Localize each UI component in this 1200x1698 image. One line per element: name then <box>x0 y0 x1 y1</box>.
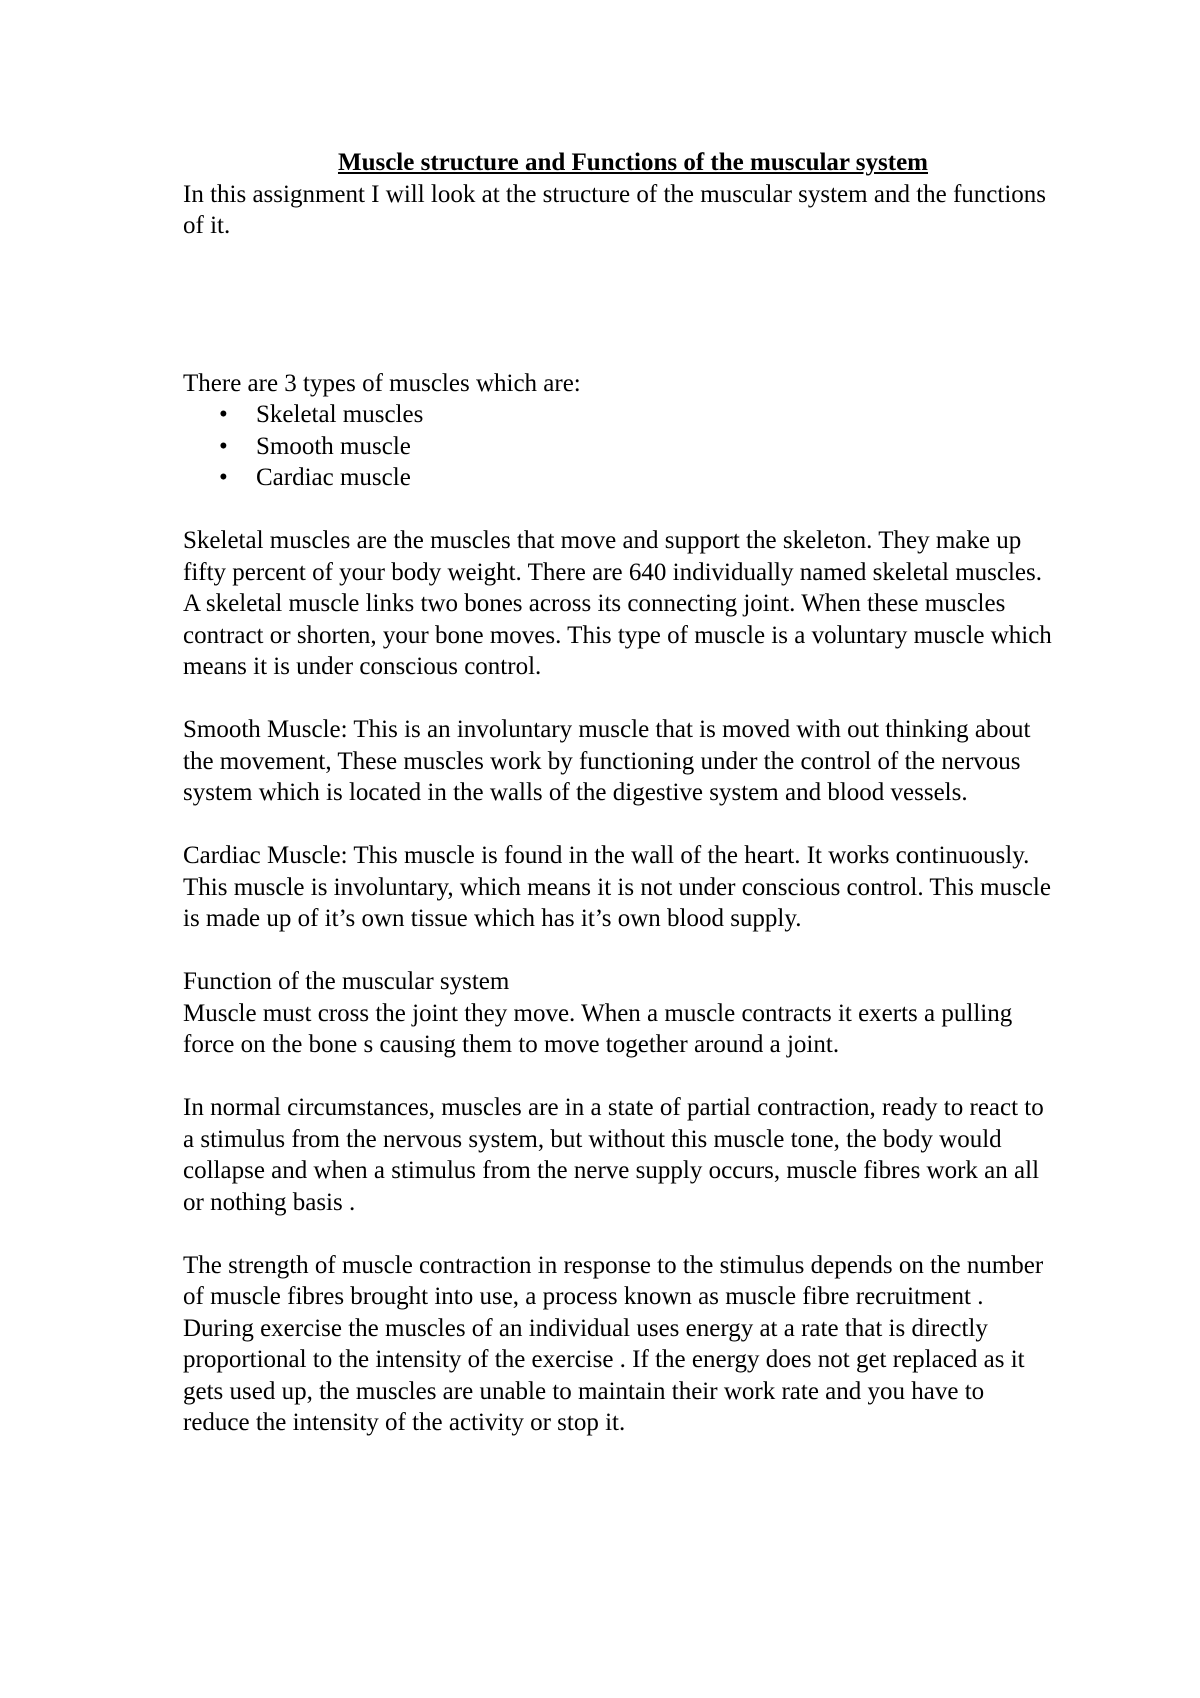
bullet-icon: • <box>219 464 228 491</box>
function-paragraph: Muscle must cross the joint they move. When a muscle contracts it exerts a pulling force on the bone s causing them to move together around a joint. <box>183 999 1013 1058</box>
list-item-label: Cardiac muscle <box>256 464 411 491</box>
spacer <box>183 1061 1053 1093</box>
document-title: Muscle structure and Functions of the muscular system <box>337 149 929 176</box>
spacer <box>183 242 1053 368</box>
strength-paragraph: The strength of muscle contraction in response to the stimulus depends on the number of muscle fibres brought into use, a process known as muscle fibre recruitment . During exercise the muscles of an individual uses energy at a rate that is directly proportional to the intensity of the exercise . If the energy does not get replaced as it gets used up, the muscles are unable to maintain their work rate and you have to reduce the intensity of the activity or stop it. <box>183 1251 1044 1436</box>
list-item-label: Skeletal muscles <box>256 401 424 428</box>
list-item <box>183 399 1053 431</box>
spacer <box>183 1218 1053 1250</box>
smooth-paragraph: Smooth Muscle: This is an involuntary muscle that is moved with out thinking about the movement, These muscles work by functioning under the control of the nervous system which is located in the walls of the digestive system and blood vessels. <box>183 716 1031 806</box>
spacer <box>183 494 1053 526</box>
types-intro: There are 3 types of muscles which are: <box>183 369 581 397</box>
document-body <box>183 147 1053 1439</box>
list-item <box>183 431 1053 463</box>
spacer <box>183 809 1053 841</box>
skeletal-paragraph: Skeletal muscles are the muscles that move and support the skeleton. They make up fifty percent of your body weight. There are 640 individually named skeletal muscles. A skeletal muscle links two bones across its connecting joint. When these muscles contract or shorten, your bone moves. This type of muscle is a voluntary muscle which means it is under conscious control. <box>183 527 1052 680</box>
normal-circumstances-paragraph: In normal circumstances, muscles are in a state of partial contraction, ready to react to a stimulus from the nervous system, but without this muscle tone, the body would collapse and when a stimulus from the nerve supply occurs, muscle fibres work an all or nothing basis . <box>183 1094 1044 1216</box>
intro-paragraph: In this assignment I will look at the structure of the muscular system and the functions of it. <box>183 180 1047 239</box>
bullet-icon: • <box>219 401 228 428</box>
cardiac-paragraph: Cardiac Muscle: This muscle is found in the wall of the heart. It works continuously. This muscle is involuntary, which means it is not under conscious control. This muscle is made up of it’s own tissue which has it’s own blood supply. <box>183 842 1051 932</box>
bullet-icon: • <box>219 432 228 460</box>
spacer <box>183 935 1053 967</box>
list-item <box>183 462 1053 494</box>
muscle-types-list <box>183 399 1053 494</box>
list-item-label: Smooth muscle <box>256 432 411 460</box>
spacer <box>183 683 1053 715</box>
function-heading: Function of the muscular system <box>183 968 510 995</box>
